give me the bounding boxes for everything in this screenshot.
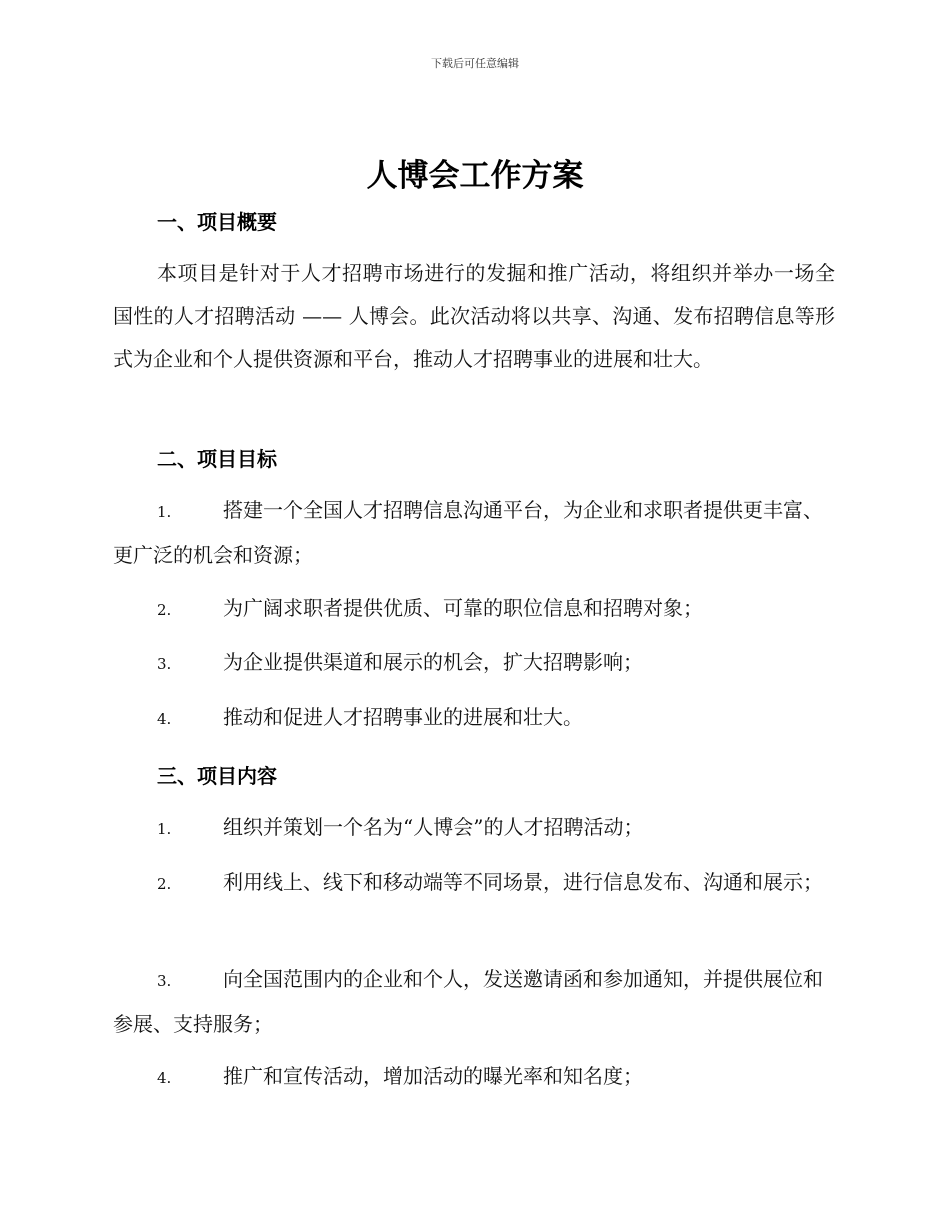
overview-paragraph: 本项目是针对于人才招聘市场进行的发掘和推广活动，将组织并举办一场全国性的人才招聘活动 —— 人博会。此次活动将以共享、沟通、发布招聘信息等形式为企业和个人提供资源和平台，推动人才招聘事业的进展和壮大。 (113, 261, 835, 371)
list-number: 2. (157, 601, 172, 619)
list-item (113, 641, 835, 686)
list-item (113, 806, 835, 851)
list-item (113, 861, 835, 906)
page-title: 人博会工作方案 (366, 158, 584, 194)
list-text: 向全国范围内的企业和个人，发送邀请函和参加通知，并提供展位和参展、支持服务； (113, 967, 823, 1036)
list-number: 1. (157, 820, 172, 838)
list-item (113, 958, 835, 1046)
list-text: 搭建一个全国人才招聘信息沟通平台，为企业和求职者提供更丰富、更广泛的机会和资源； (113, 498, 823, 567)
list-number: 4. (157, 710, 172, 728)
list-number: 4. (157, 1069, 172, 1087)
section-heading-content: 三、项目内容 (157, 764, 277, 788)
section-heading-overview: 一、项目概要 (157, 210, 277, 234)
list-item (113, 489, 835, 577)
list-number: 1. (157, 503, 172, 521)
list-number: 3. (157, 655, 172, 673)
list-item (113, 1055, 835, 1100)
list-text: 组织并策划一个名为“人博会”的人才招聘活动； (223, 815, 644, 839)
list-text: 推广和宣传活动，增加活动的曝光率和知名度； (223, 1064, 643, 1088)
list-text: 利用线上、线下和移动端等不同场景，进行信息发布、沟通和展示； (223, 870, 823, 894)
list-text: 推动和促进人才招聘事业的进展和壮大。 (223, 705, 583, 729)
header-note: 下载后可任意编辑 (431, 57, 519, 70)
list-item (113, 587, 835, 632)
list-number: 2. (157, 875, 172, 893)
section-heading-goals: 二、项目目标 (157, 447, 277, 471)
list-text: 为广阔求职者提供优质、可靠的职位信息和招聘对象； (223, 596, 703, 620)
list-item (113, 696, 835, 741)
list-text: 为企业提供渠道和展示的机会，扩大招聘影响； (223, 650, 643, 674)
list-number: 3. (157, 972, 172, 990)
